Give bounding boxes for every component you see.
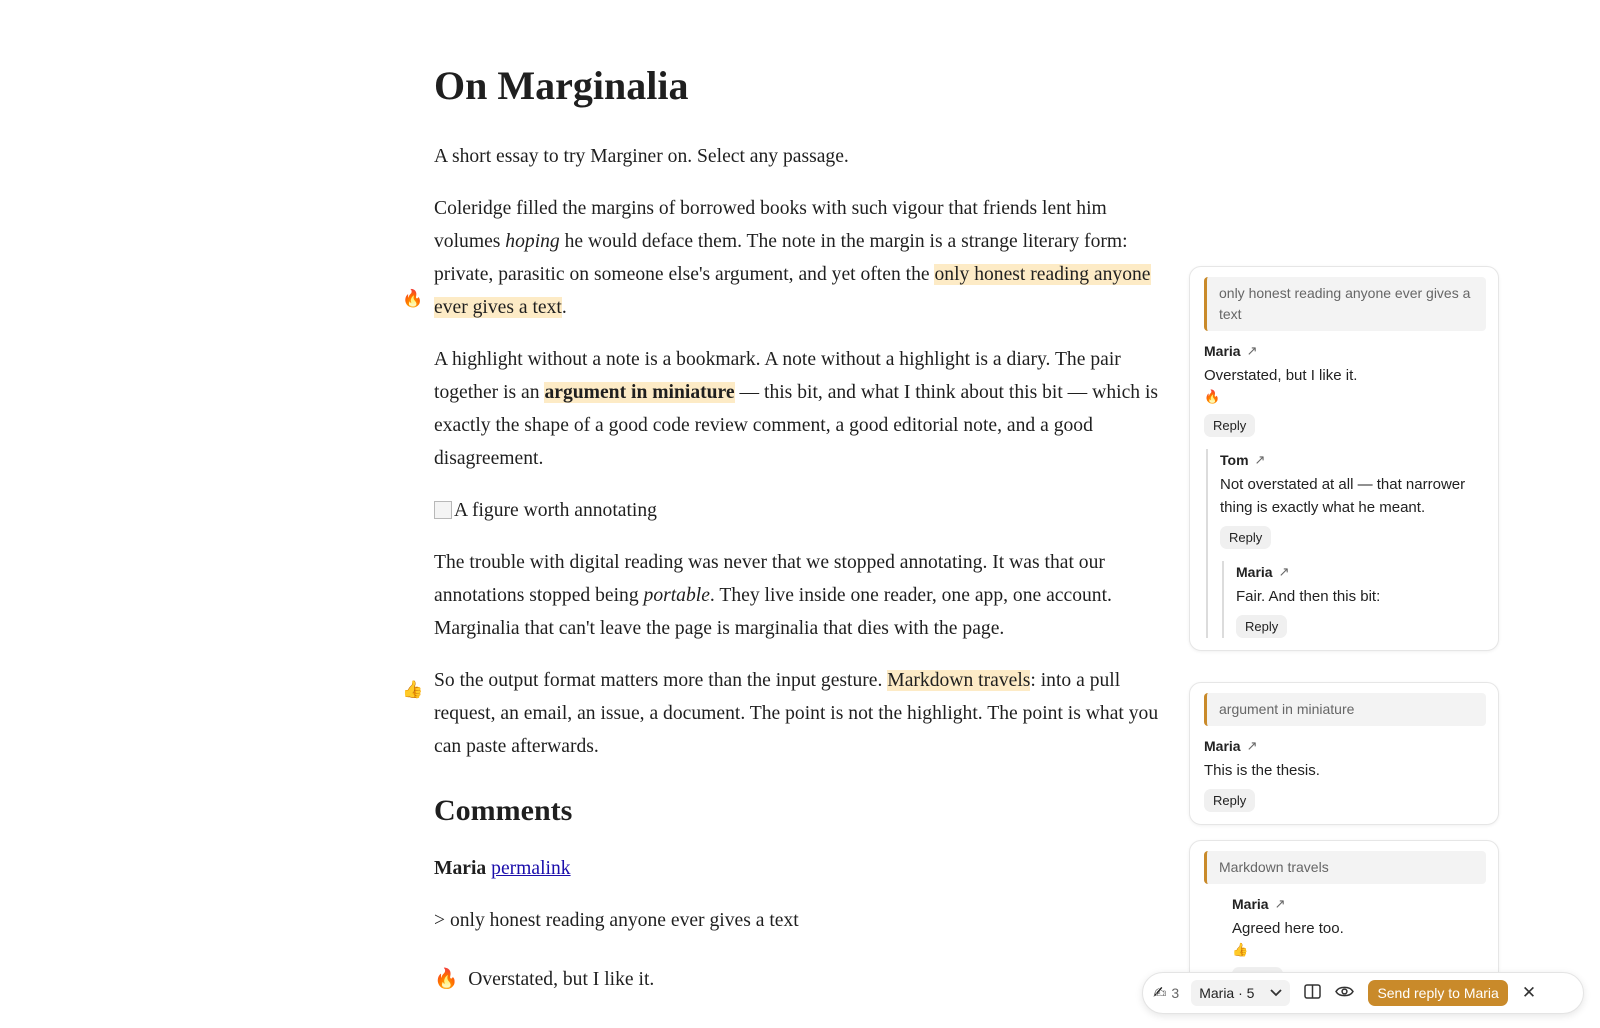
comment-header [434,852,1164,885]
article-title: On Marginalia [434,63,689,108]
paragraph-1: Coleridge filled the margins of borrowed books with such vigour that friends lent him volumes hoping he would deface them. The note in the margin is a strange literary form: private, parasitic on someone else's argument, and yet often the only honest reading anyone ever gives a text. [434,198,1151,318]
paragraph-4: So the output format matters more than the input gesture. Markdown travels: into a pull request, an email, an issue, a document. The point is not the highlight. The point is what you can paste afterwards. [434,670,1159,757]
annotation-card [1189,266,1499,651]
permalink-link[interactable]: permalink [491,858,571,879]
jump-arrow-icon[interactable]: ↗ [1254,452,1266,467]
comment-author: Tom ↗ [1220,452,1266,468]
jump-arrow-icon[interactable]: ↗ [1278,564,1290,579]
eye-icon[interactable] [1335,985,1354,1002]
annotation-card [1189,682,1499,825]
thumbs-up-marker-icon[interactable]: 👍 [402,680,424,699]
author-select[interactable]: Maria · 5 [1191,980,1290,1006]
comment-text: Fair. And then this bit: [1236,588,1381,605]
chevron-down-icon [1270,989,1282,997]
send-reply-button[interactable]: Send reply to Maria [1368,980,1507,1006]
broken-image-icon [434,501,452,519]
comment-text: Not overstated at all — that narrower thing is exactly what he meant. [1220,476,1466,516]
reply-button[interactable]: Reply [1204,414,1255,437]
fire-reaction-icon: 🔥 [1204,389,1221,404]
jump-arrow-icon[interactable]: ↗ [1246,343,1258,358]
paragraph-2: A highlight without a note is a bookmark. A note without a highlight is a diary. The pair together is an argument in miniature — this bit, and what I think about this bit — which is exactly the shape of a good code review comment, a good editorial note, and a good disagreement. [434,349,1159,469]
figure-image [434,494,1164,527]
fire-icon: 🔥 [434,969,459,990]
floating-toolbar [1142,972,1584,1014]
reply-button[interactable]: Reply [1204,789,1255,812]
annotation-quote[interactable]: Markdown travels [1204,851,1486,884]
thumbs-up-reaction-icon: 👍 [1232,942,1249,957]
comment-text: Agreed here too. [1232,920,1344,937]
reply-thread [1222,561,1486,638]
highlight-only-honest-reading[interactable]: only honest reading anyone ever gives a text [434,264,1151,318]
highlight-argument-in-miniature[interactable]: argument in miniature [544,382,735,403]
comment-author: Maria [434,858,487,879]
comment-quote: > only honest reading anyone ever gives a text [434,910,799,931]
annotation-count: 3 [1171,985,1180,1001]
reply-button[interactable]: Reply [1220,526,1271,549]
comment-text: Overstated, but I like it. [1204,367,1358,384]
article [434,40,1167,1015]
comment-author: Maria ↗ [1236,564,1290,580]
close-icon[interactable]: ✕ [1521,983,1537,1002]
intro-paragraph: A short essay to try Marginer on. Select any passage. [434,146,849,167]
comments-heading: Comments [434,794,573,827]
reply-thread [1206,449,1486,638]
annotation-quote[interactable]: argument in miniature [1204,693,1486,726]
reply-button[interactable]: Reply [1236,615,1287,638]
comment-author: Maria ↗ [1204,343,1258,359]
paragraph-3: The trouble with digital reading was never that we stopped annotating. It was that our annotations stopped being portable. They live inside one reader, one app, one account. Marginalia that can't leave the page is marginalia that dies with the page. [434,552,1112,639]
jump-arrow-icon[interactable]: ↗ [1274,896,1286,911]
comment-text: This is the thesis. [1204,762,1320,779]
highlight-markdown-travels[interactable]: Markdown travels [887,670,1031,691]
comment-author: Maria ↗ [1232,896,1286,912]
jump-arrow-icon[interactable]: ↗ [1246,738,1258,753]
split-view-icon[interactable] [1304,984,1321,1003]
figure-alt-text: A figure worth annotating [454,500,657,521]
fire-marker-icon[interactable]: 🔥 [402,289,424,308]
pen-icon[interactable]: ✍ [1153,985,1167,1002]
comment-body: 🔥 Overstated, but I like it. [434,969,655,990]
comment-author: Maria ↗ [1204,738,1258,754]
annotation-quote[interactable]: only honest reading anyone ever gives a text [1204,277,1486,331]
